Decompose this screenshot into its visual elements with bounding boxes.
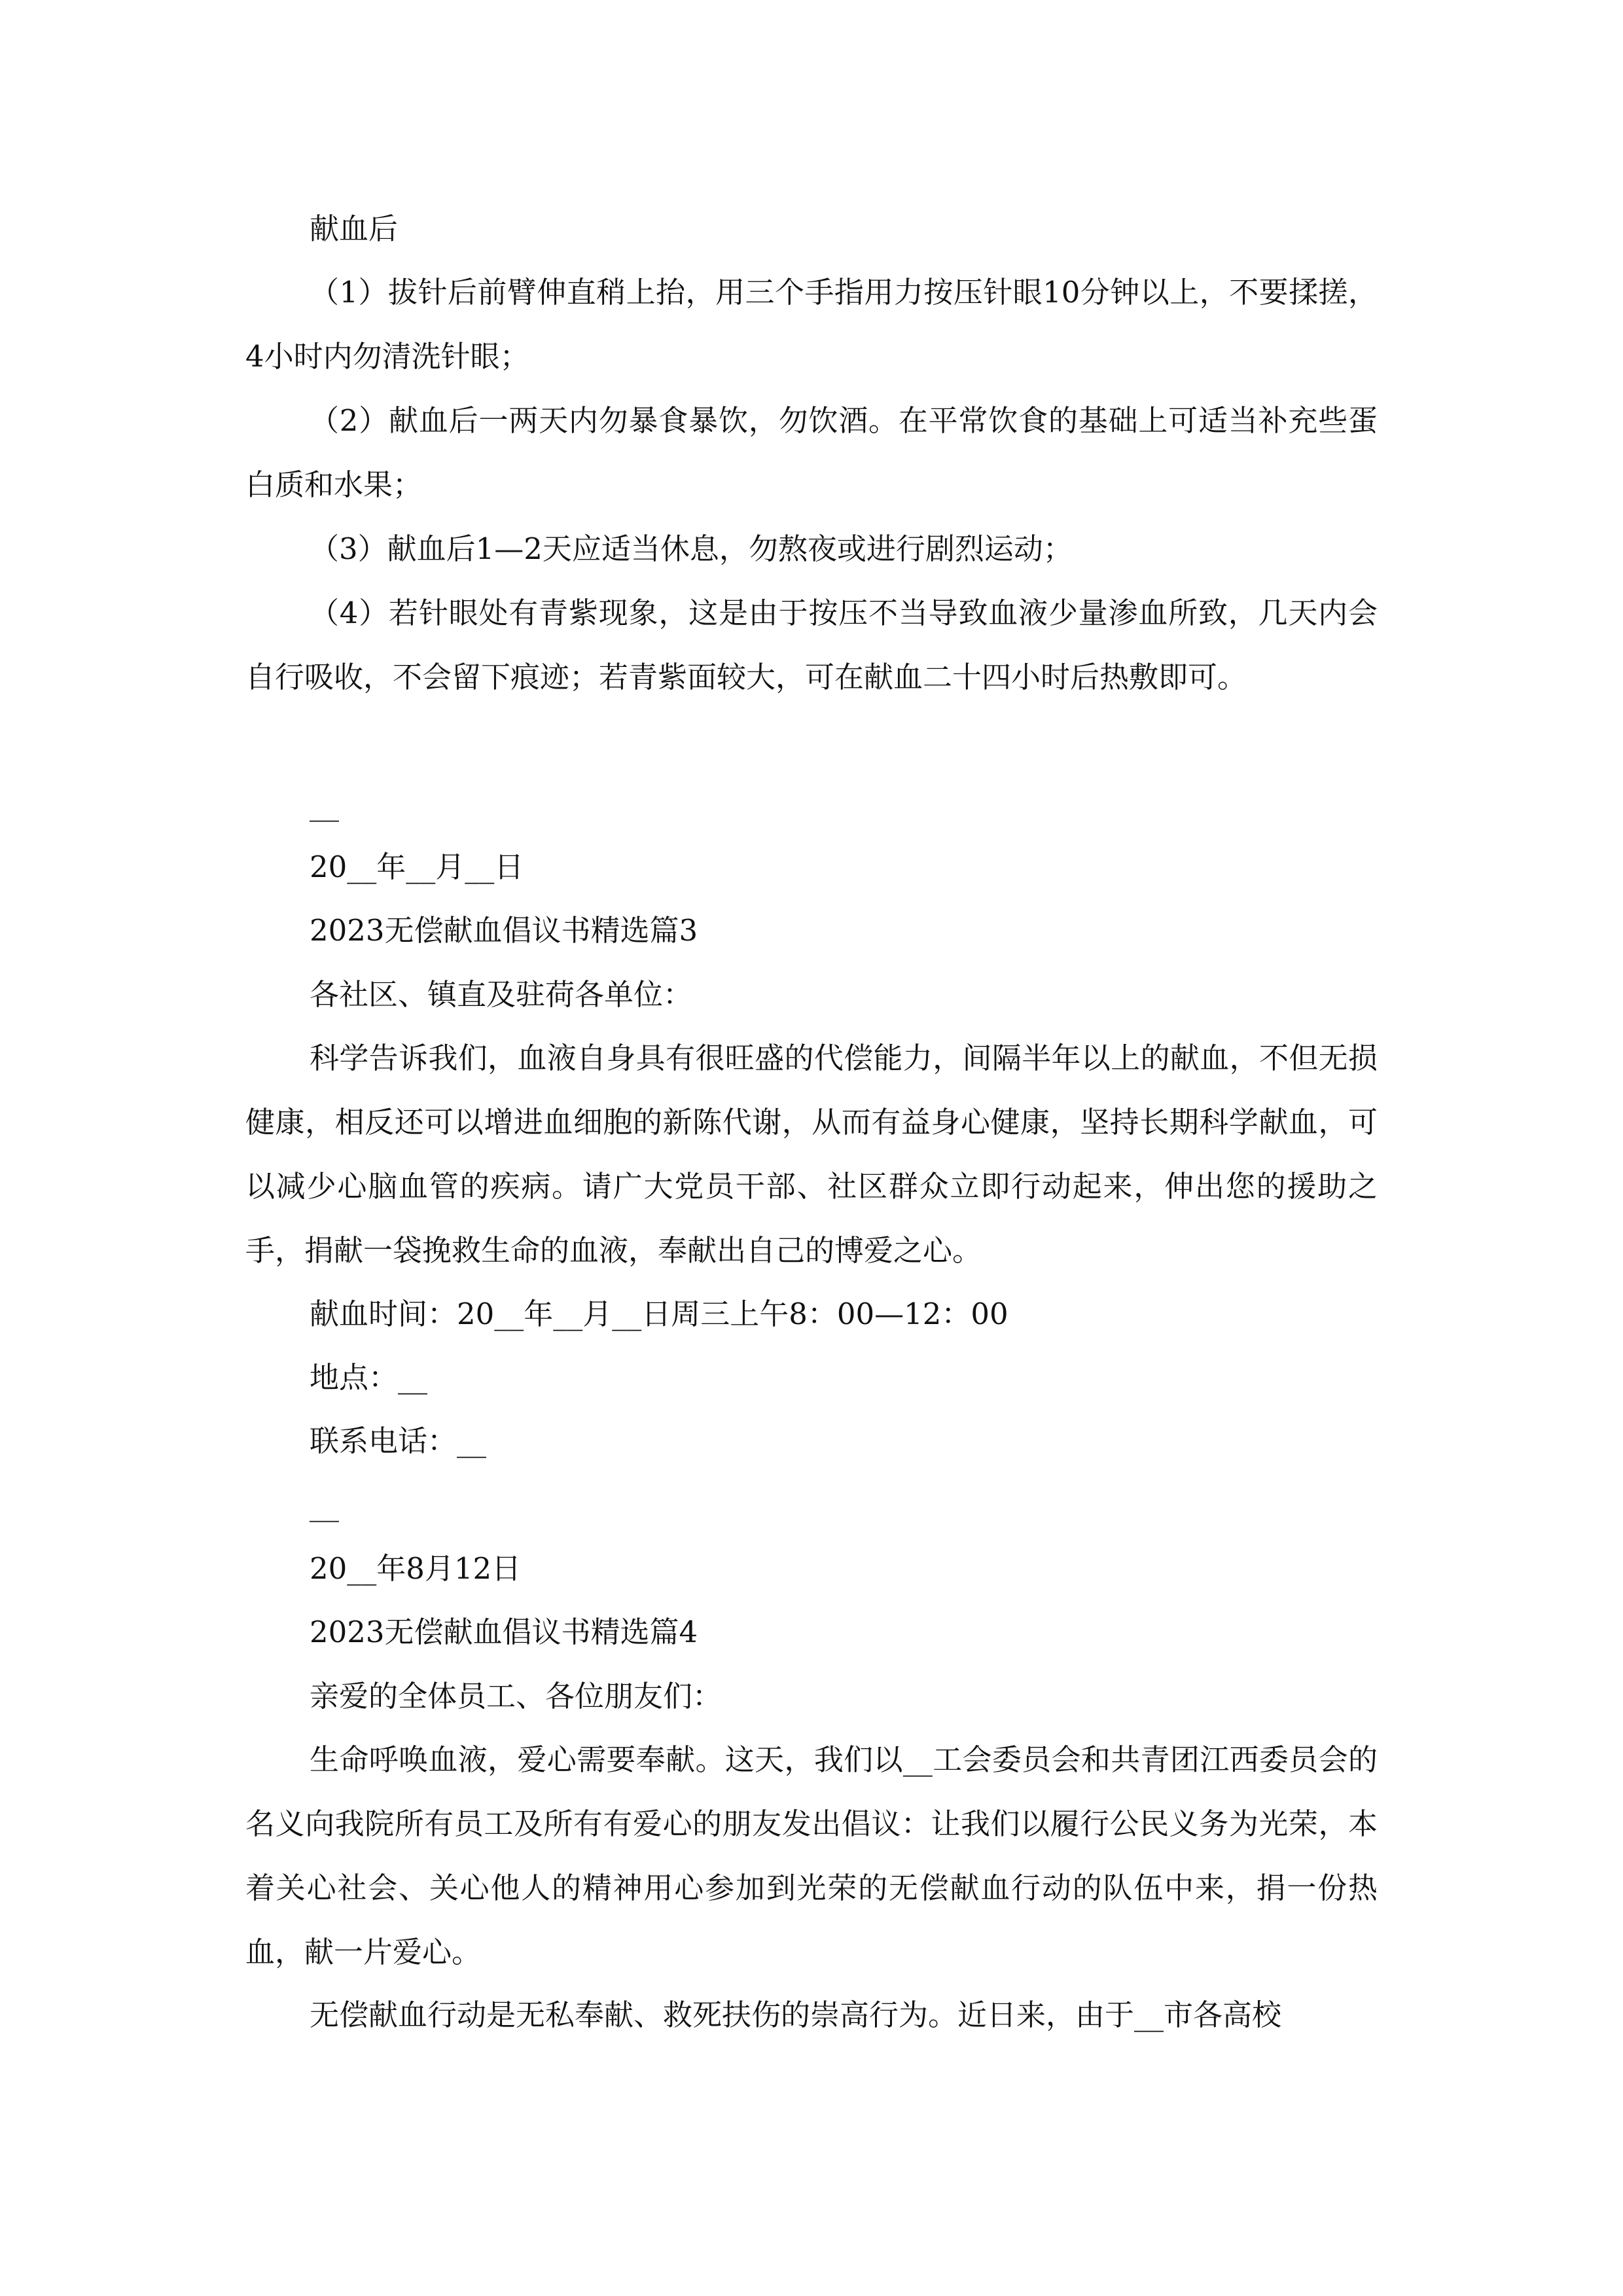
part4-salutation: 亲爱的全体员工、各位朋友们： [310, 1679, 722, 1713]
section-heading-after-donation: 献血后 [310, 211, 399, 246]
part3-salutation: 各社区、镇直及驻荷各单位： [310, 977, 693, 1012]
instruction-item-1: （1）拔针后前臂伸直稍上抬，用三个手指用力按压针眼10分钟以上，不要揉搓，4小时内勿清洗针眼； [245, 275, 1378, 374]
part3-body: 科学告诉我们，血液自身具有很旺盛的代偿能力，间隔半年以上的献血，不但无损健康，相反还可以增进血细胞的新陈代谢，从而有益身心健康，坚持长期科学献血，可以减少心脑血管的疾病。请广大党员干部、社区群众立即行动起来，伸出您的援助之手，捐献一袋挽救生命的血液，奉献出自己的博爱之心。 [245, 1041, 1378, 1268]
donation-time: 献血时间：20__年__月__日周三上午8：00—12：00 [310, 1297, 1008, 1331]
part3-title: 2023无偿献血倡议书精选篇3 [310, 913, 698, 948]
part4-body-2: 无偿献血行动是无私奉献、救死扶伤的崇高行为。近日来，由于__市各高校 [310, 1998, 1282, 2032]
signature-placeholder: __ [310, 1488, 339, 1522]
date-line: 20__年__月__日 [310, 850, 524, 884]
donation-location: 地点：__ [310, 1360, 428, 1395]
signature-placeholder: __ [310, 787, 339, 822]
date-line: 20__年8月12日 [310, 1551, 522, 1586]
part4-body-1: 生命呼唤血液，爱心需要奉献。这天，我们以__工会委员会和共青团江西委员会的名义向我院所有员工及所有有爱心的朋友发出倡议：让我们以履行公民义务为光荣，本着关心社会、关心他人的精神用心参加到光荣的无偿献血行动的队伍中来，捐一份热血，献一片爱心。 [245, 1742, 1378, 1969]
instruction-item-3: （3）献血后1—2天应适当休息，勿熬夜或进行剧烈运动； [310, 531, 1073, 566]
part4-title: 2023无偿献血倡议书精选篇4 [310, 1615, 698, 1649]
instruction-item-4: （4）若针眼处有青紫现象，这是由于按压不当导致血液少量渗血所致，几天内会自行吸收，不会留下痕迹；若青紫面较大，可在献血二十四小时后热敷即可。 [245, 596, 1378, 694]
instruction-item-2: （2）献血后一两天内勿暴食暴饮，勿饮酒。在平常饮食的基础上可适当补充些蛋白质和水果； [245, 403, 1378, 502]
contact-phone: 联系电话：__ [310, 1424, 487, 1458]
